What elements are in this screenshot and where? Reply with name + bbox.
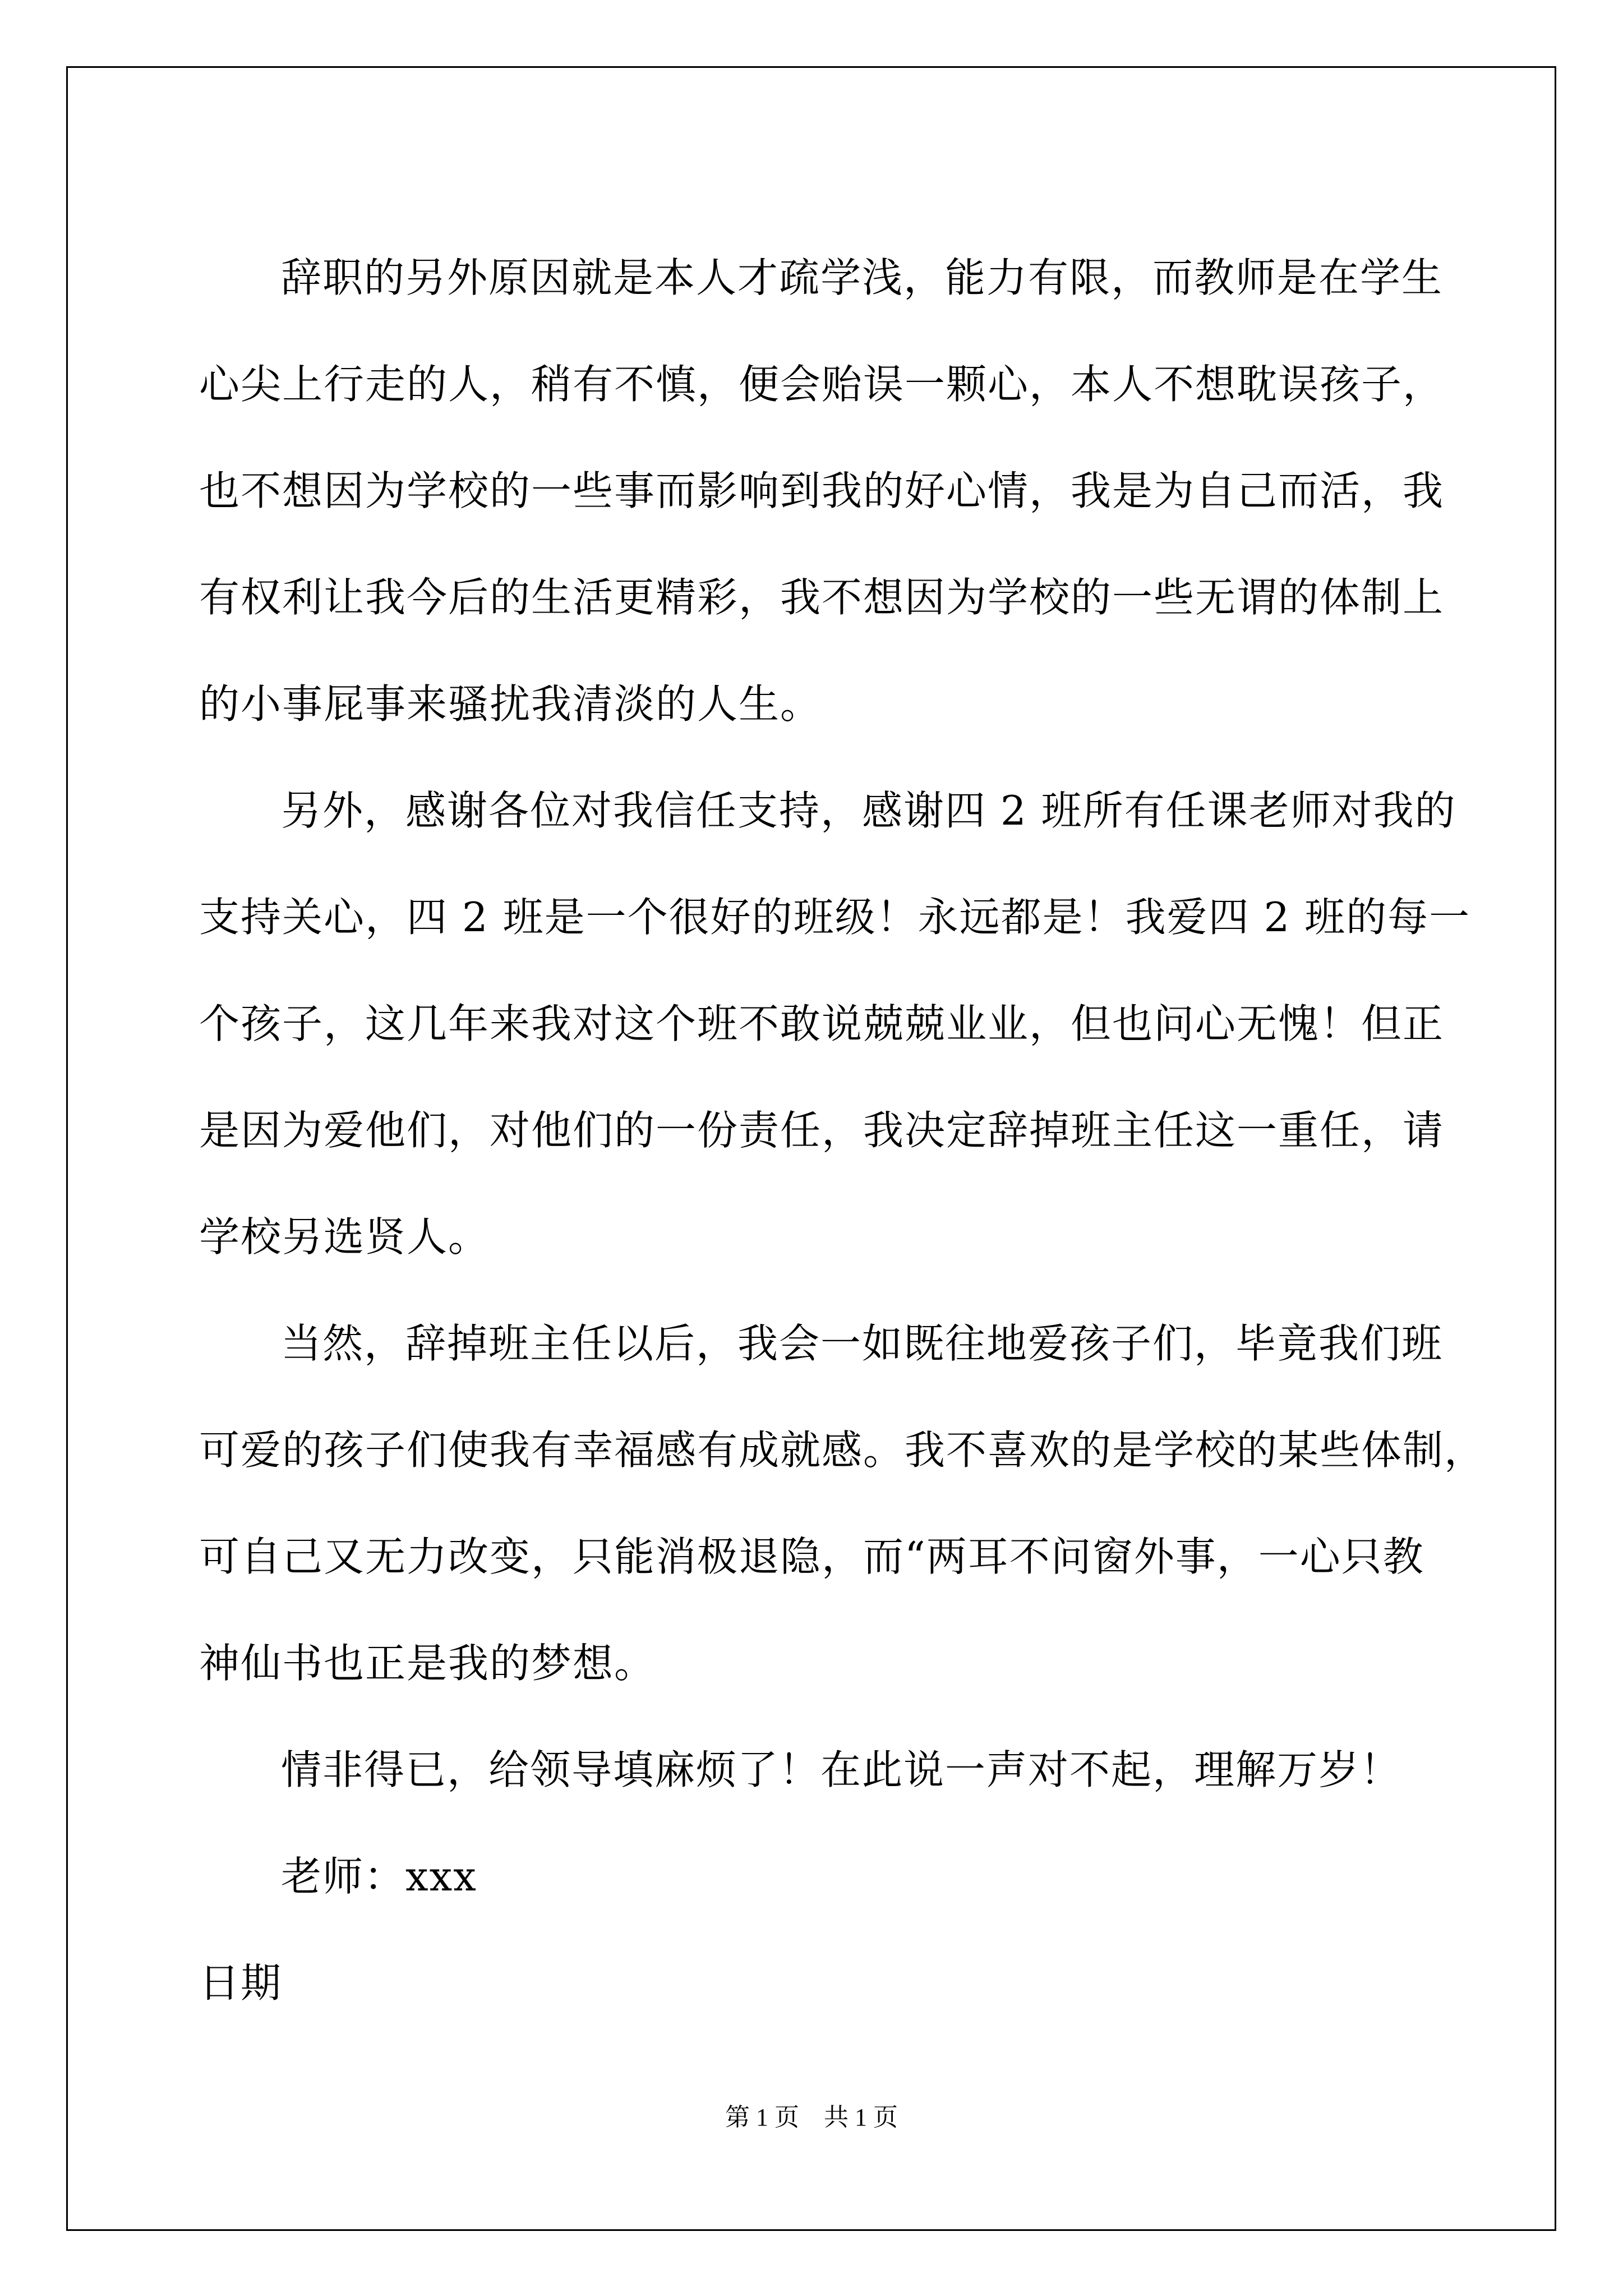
paragraph-apology xyxy=(199,1717,1444,1823)
date-label: 日期 xyxy=(199,1959,283,2007)
signature-teacher xyxy=(199,1823,1444,1930)
text-line: 学校另选贤人。 xyxy=(199,1213,490,1260)
text-line: 当然，辞掉班主任以后，我会一如既往地爱孩子们，毕竟我们班 xyxy=(281,1320,1444,1367)
text-line: 可自己又无力改变，只能消极退隐，而“两耳不问窗外事，一心只教 xyxy=(199,1533,1424,1580)
text-line: 神仙书也正是我的梦想。 xyxy=(199,1640,656,1687)
text-line: 支持关心，四 2 班是一个很好的班级！永远都是！我爱四 2 班的每一 xyxy=(199,894,1471,941)
text-line: 个孩子，这几年来我对这个班不敢说兢兢业业，但也问心无愧！但正 xyxy=(199,1000,1445,1047)
paragraph-resignation-reason xyxy=(199,224,1444,757)
document-body xyxy=(199,224,1486,2036)
text-line: 有权利让我今后的生活更精彩，我不想因为学校的一些无谓的体制上 xyxy=(199,574,1445,621)
page-footer: 第 1 页 共 1 页 xyxy=(725,2104,898,2131)
text-line: 另外，感谢各位对我信任支持，感谢四 2 班所有任课老师对我的 xyxy=(281,787,1456,834)
text-line: 情非得已，给领导填麻烦了！在此说一声对不起，理解万岁！ xyxy=(281,1746,1402,1793)
text-line: 的小事屁事来骚扰我清淡的人生。 xyxy=(199,680,822,728)
paragraph-afterwards xyxy=(199,1290,1486,1717)
text-line: 心尖上行走的人，稍有不慎，便会贻误一颗心，本人不想耽误孩子， xyxy=(199,361,1445,408)
paragraph-thanks xyxy=(199,757,1471,1290)
text-line: 是因为爱他们，对他们的一份责任，我决定辞掉班主任这一重任，请 xyxy=(199,1107,1445,1154)
text-line: 也不想因为学校的一些事而影响到我的好心情，我是为自己而活，我 xyxy=(199,467,1445,514)
text-line: 辞职的另外原因就是本人才疏学浅，能力有限，而教师是在学生 xyxy=(281,254,1444,301)
text-line: 可爱的孩子们使我有幸福感有成就感。我不喜欢的是学校的某些体制， xyxy=(199,1427,1486,1474)
text-line: 老师：xxx xyxy=(281,1853,477,1900)
